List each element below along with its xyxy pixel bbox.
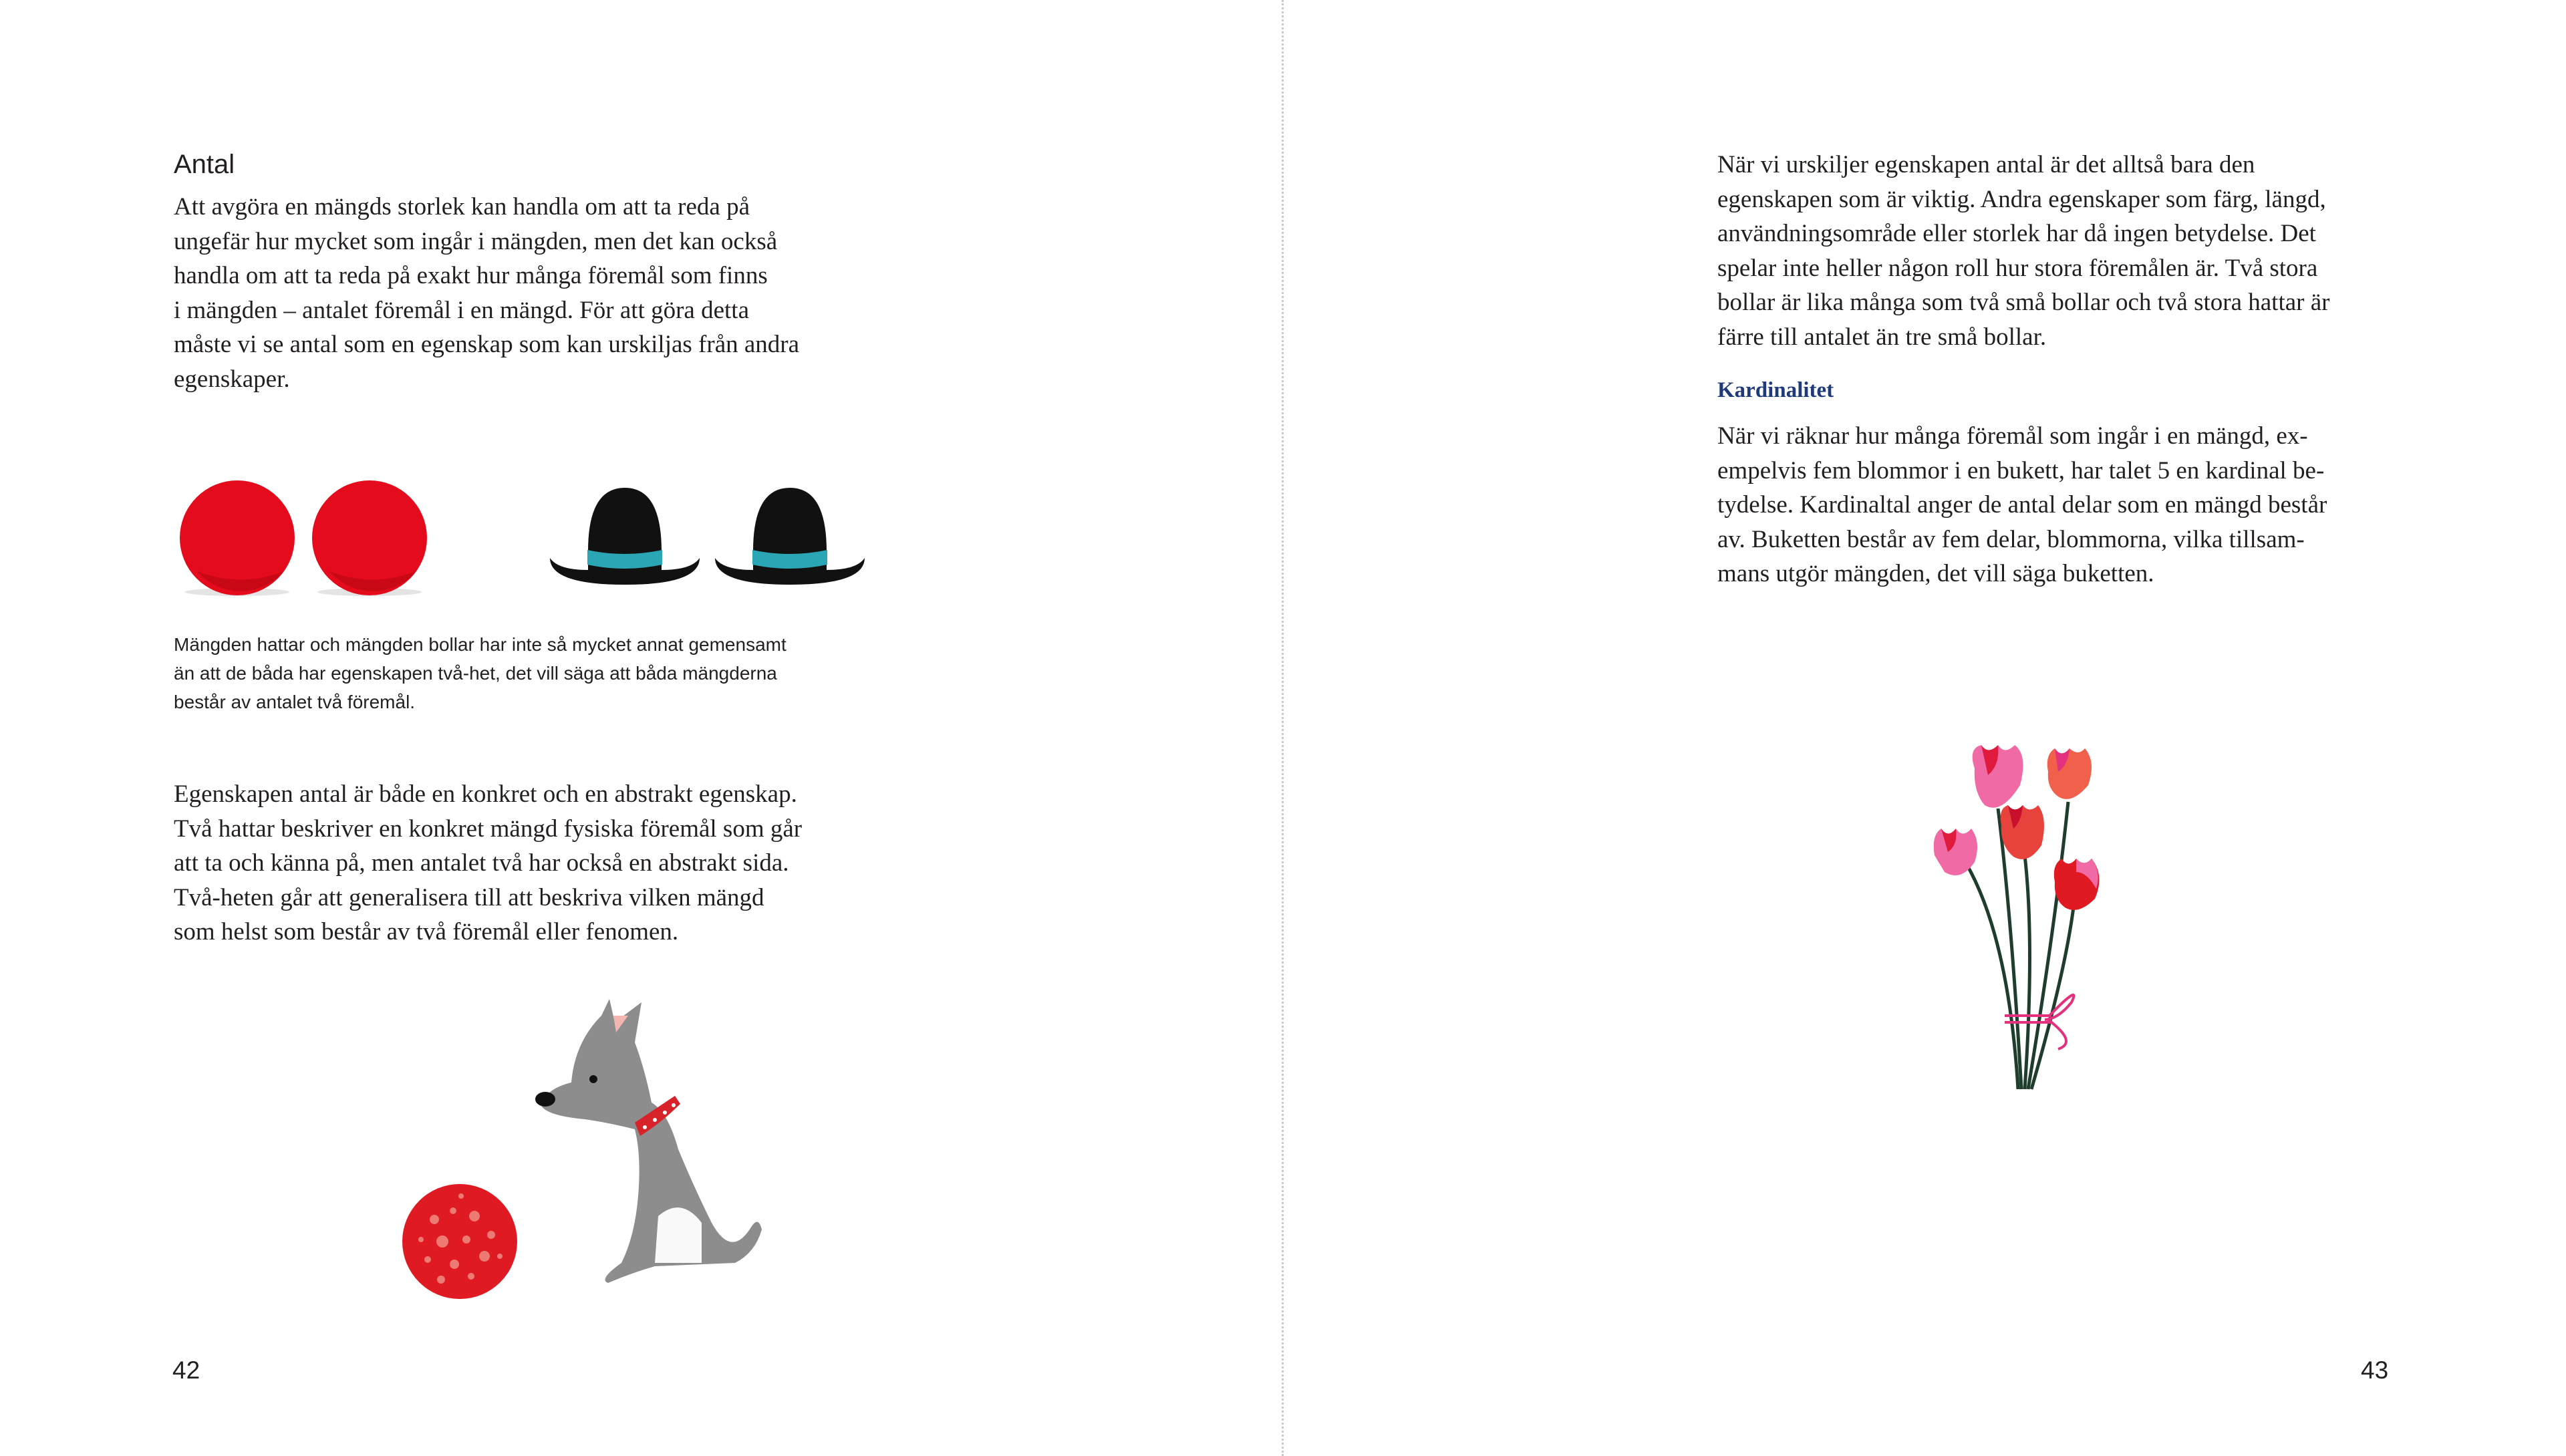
section-heading: Antal xyxy=(174,150,235,179)
page-number-right: 43 xyxy=(2361,1356,2389,1384)
dotted-ball-icon xyxy=(401,1183,521,1303)
dog-icon xyxy=(535,996,855,1296)
abstract-paragraph: Egenskapen antal är både en konkret och en abstrakt egenskap. Två hattar beskriver en konkret mängd fysiska föremål som går att ta och känna på, men antalet två har också en abstrakt sida. Två-heten går att generalisera till att beskriva vilken mängd som helst som består av två föremål eller fenomen. xyxy=(174,780,803,945)
property-paragraph: När vi urskiljer egenskapen antal är det alltså bara den egenskapen som är viktig. Andra egenskaper som färg, längd, användningsområde eller storlek har då ingen betydelse. Det spelar inte heller någon roll hur stora föremålen är. Två stora bollar är lika många som två små bollar och två stora hattar är färre till antalet än tre små bollar. xyxy=(1717,151,2330,351)
tulip-bouquet-icon xyxy=(1921,728,2162,1103)
tulip-icon xyxy=(1973,745,2023,808)
subheading-kardinalitet: Kardinalitet xyxy=(1717,378,1834,402)
page-number-left: 42 xyxy=(172,1356,200,1384)
two-balls-illustration xyxy=(177,478,431,598)
tulip-icon xyxy=(2047,748,2092,799)
tulip-icon xyxy=(2054,859,2100,910)
intro-paragraph: Att avgöra en mängds storlek kan handla om att ta reda på ungefär hur mycket som ingår i mängden, men det kan också handla om att ta reda på exakt hur många föremål som finns i mängden – antalet föremål i en mängd. För att göra detta måste vi se antal som en egenskap som kan urskiljas från andra egenskaper. xyxy=(174,193,800,393)
red-ball-icon xyxy=(180,480,295,596)
right-page xyxy=(1283,0,2566,1456)
tulip-icon xyxy=(2001,805,2044,859)
red-ball-icon xyxy=(312,480,427,596)
illustration-caption: Mängden hattar och mängden bollar har inte så mycket annat gemensamt än att de båda har egenskapen två-het, det vill säga att båda mängderna består av antalet två föremål. xyxy=(174,634,787,712)
two-hats-illustration xyxy=(545,484,872,591)
bowler-hat-icon xyxy=(715,488,865,585)
cardinality-paragraph: När vi räknar hur många föremål som ingår i en mängd, ex- empelvis fem blommor i en bukett, har talet 5 en kardinal be- tydelse. Kardinaltal anger de antal delar som en mängd består av. Buketten består av fem delar, blommorna, vilka tillsam- mans utgör mängden, det vill säga buketten. xyxy=(1717,422,2327,587)
bowler-hat-icon xyxy=(550,488,700,585)
